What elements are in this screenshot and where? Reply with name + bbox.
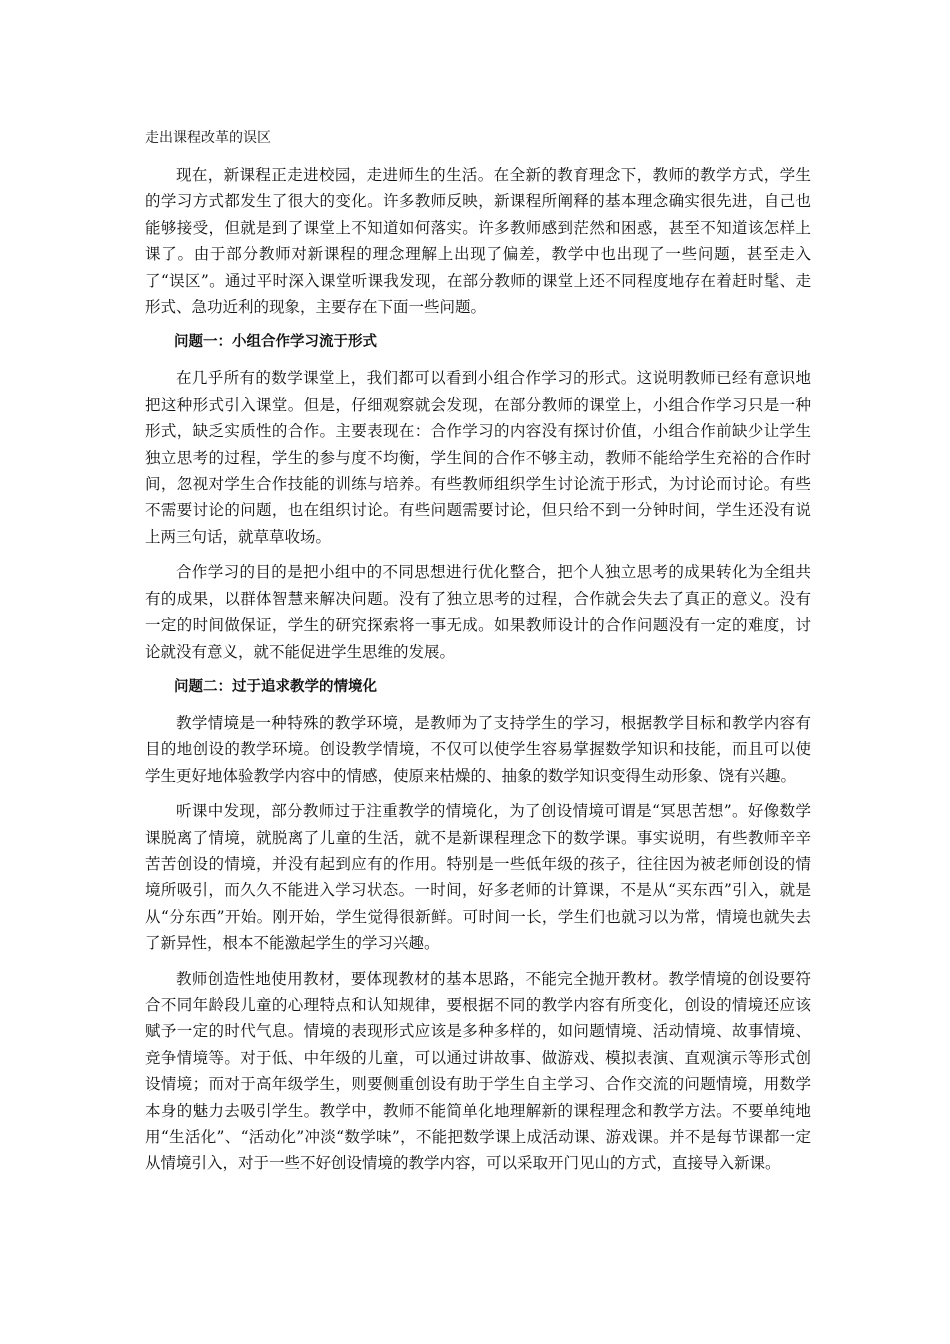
- section-heading-problem-one: 问题一：小组合作学习流于形式: [174, 334, 377, 351]
- document-title: 走出课程改革的误区: [145, 130, 271, 146]
- paragraph: 在几乎所有的数学课堂上，我们都可以看到小组合作学习的形式。这说明教师已经有意识地把这种形式引入课堂。但是，仔细观察就会发现，在部分教师的课堂上，小组合作学习只是一种形式，缺乏实质性的合作。主要表现在：合作学习的内容没有探讨价值，小组合作前缺少让学生独立思考的过程，学生的参与度不均衡，学生间的合作不够主动，教师不能给学生充裕的合作时间，忽视对学生合作技能的训练与培养。有些教师组织学生讨论流于形式，为讨论而讨论。有些不需要讨论的问题，也在组织讨论。有些问题需要讨论，但只给不到一分钟时间，学生还没有说上两三句话，就草草收场。: [145, 369, 811, 546]
- section-heading-problem-two: 问题二：过于追求教学的情境化: [174, 678, 377, 695]
- paragraph: 听课中发现，部分教师过于注重教学的情境化，为了创设情境可谓是“冥思苦想”。好像数学课脱离了情境，就脱离了儿童的生活，就不是新课程理念下的数学课。事实说明，有些教师辛辛苦苦创设的情境，并没有起到应有的作用。特别是一些低年级的孩子，往往因为被老师创设的情境所吸引，而久久不能进入学习状态。一时间，好多老师的计算课，不是从“买东西”引入，就是从“分东西”开始。刚开始，学生觉得很新鲜。可时间一长，学生们也就习以为常，情境也就失去了新异性，根本不能激起学生的学习兴趣。: [145, 802, 811, 953]
- paragraph: 教师创造性地使用教材，要体现教材的基本思路，不能完全抛开教材。教学情境的创设要符合不同年龄段儿童的心理特点和认知规律，要根据不同的教学内容有所变化，创设的情境还应该赋予一定的时代气息。情境的表现形式应该是多种多样的，如问题情境、活动情境、故事情境、竞争情境等。对于低、中年级的儿童，可以通过讲故事、做游戏、模拟表演、直观演示等形式创设情境；而对于高年级学生，则要侧重创设有助于学生自主学习、合作交流的问题情境，用数学本身的魅力去吸引学生。教学中，教师不能简单化地理解新的课程理念和教学方法。不要单纯地用“生活化”、“活动化”冲淡“数学味”，不能把数学课上成活动课、游戏课。并不是每节课都一定从情境引入，对于一些不好创设情境的教学内容，可以采取开门见山的方式，直接导入新课。: [145, 969, 811, 1173]
- document-body: [145, 162, 811, 1186]
- paragraph: 合作学习的目的是把小组中的不同思想进行优化整合，把个人独立思考的成果转化为全组共有的成果，以群体智慧来解决问题。没有了独立思考的过程，合作就会失去了真正的意义。没有一定的时间做保证，学生的研究探索将一事无成。如果教师设计的合作问题没有一定的难度，讨论就没有意义，就不能促进学生思维的发展。: [145, 563, 811, 661]
- paragraph: 教学情境是一种特殊的教学环境，是教师为了支持学生的学习，根据教学目标和教学内容有目的地创设的教学环境。创设教学情境，不仅可以使学生容易掌握数学知识和技能，而且可以使学生更好地体验教学内容中的情感，使原来枯燥的、抽象的数学知识变得生动形象、饶有兴趣。: [145, 713, 811, 785]
- paragraph-intro: 现在，新课程正走进校园，走进师生的生活。在全新的教育理念下，教师的教学方式，学生的学习方式都发生了很大的变化。许多教师反映，新课程所阐释的基本理念确实很先进，自己也能够接受，但就是到了课堂上不知道如何落实。许多教师感到茫然和困惑，甚至不知道该怎样上课了。由于部分教师对新课程的理念理解上出现了偏差，教学中也出现了一些问题，甚至走入了“误区”。通过平时深入课堂听课我发现，在部分教师的课堂上还不同程度地存在着赶时髦、走形式、急功近利的现象，主要存在下面一些问题。: [145, 166, 811, 317]
